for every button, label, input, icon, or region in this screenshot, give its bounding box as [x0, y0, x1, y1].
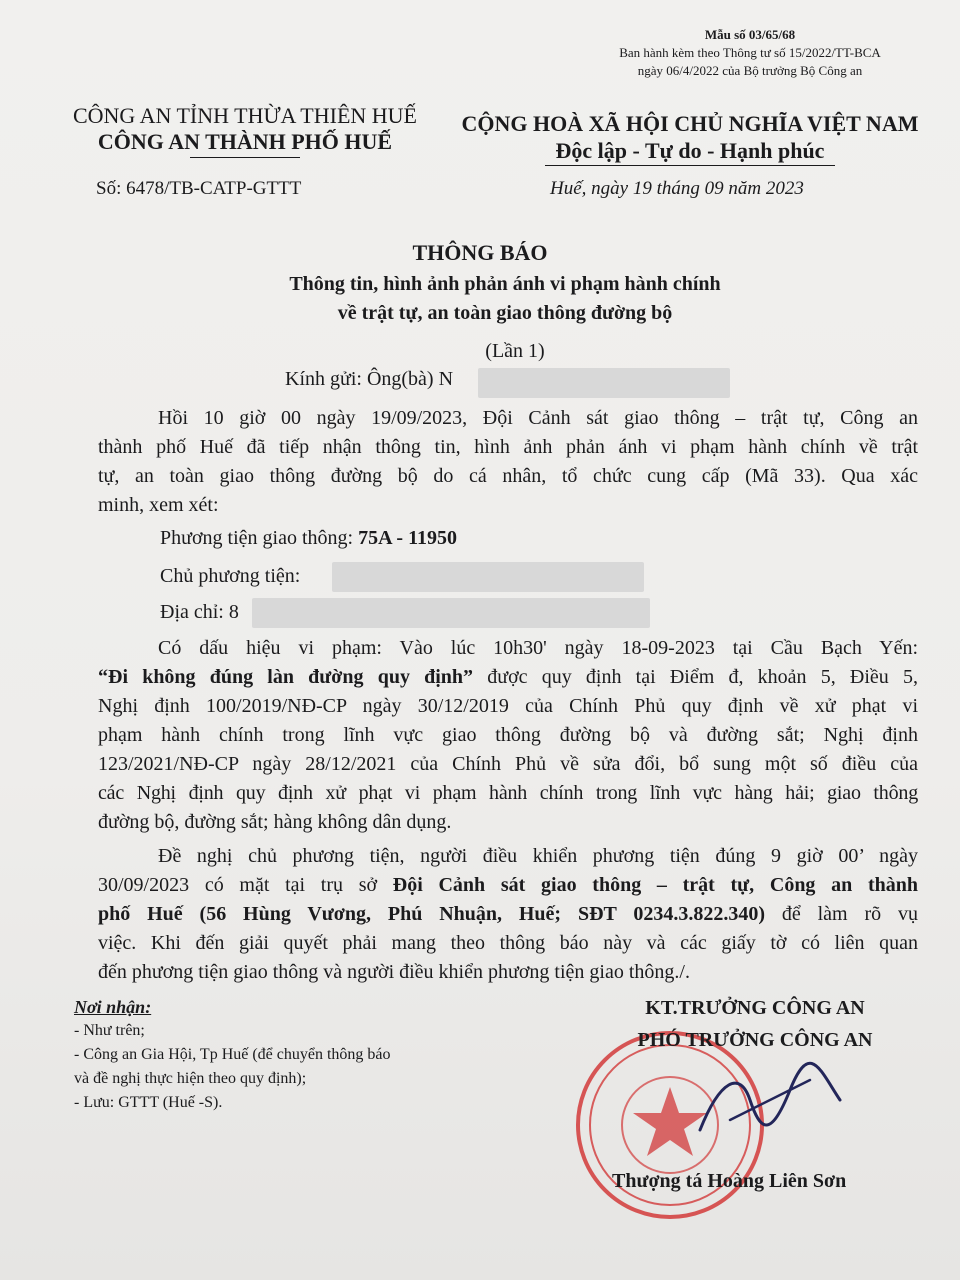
violation-line-2 — [98, 663, 918, 692]
violation-line-5: 123/2021/NĐ-CP ngày 28/12/2021 của Chính Phủ về sửa đổi, bổ sung một số điều của — [98, 753, 918, 775]
greeting: Kính gửi: Ông(bà) N — [285, 368, 454, 390]
document-title: THÔNG BÁO — [412, 240, 548, 265]
intro-line-3: tự, an toàn giao thông đường bộ do cá nhân, tổ chức cung cấp (Mã 33). Qua xác — [98, 465, 918, 487]
recipient-item: - Công an Gia Hội, Tp Huế (để chuyển thông báo — [74, 1046, 391, 1063]
violation-paragraph — [98, 634, 918, 837]
issuing-unit: CÔNG AN THÀNH PHỐ HUẾ — [97, 129, 393, 154]
vehicle-plate: 75A - 11950 — [358, 527, 457, 549]
form-note-line-1: Ban hành kèm theo Thông tư số 15/2022/TT-BCA — [619, 45, 881, 60]
request-line-2-pre: 30/09/2023 có mặt tại trụ sở — [98, 874, 393, 896]
subtitle-line-1: Thông tin, hình ảnh phản ánh vi phạm hành chính — [289, 273, 721, 295]
intro-line-1: Hồi 10 giờ 00 ngày 19/09/2023, Đội Cảnh sát giao thông – trật tự, Công an — [158, 407, 918, 429]
recipient-item: - Lưu: GTTT (Huế -S). — [74, 1094, 223, 1111]
recipients-block — [74, 995, 391, 1115]
violation-line-6: các Nghị định quy định xử phạt vi phạm hành chính trong lĩnh vực hàng hải; giao thông — [98, 782, 918, 804]
request-unit: Đội Cảnh sát giao thông – trật tự, Công an thành — [392, 874, 918, 896]
handwritten-signature — [690, 1060, 850, 1150]
intro-line-4: minh, xem xét: — [98, 494, 219, 516]
motto-underline — [545, 165, 835, 166]
document-number: Số: 6478/TB-CATP-GTTT — [96, 178, 302, 199]
nation-motto: Độc lập - Tự do - Hạnh phúc — [555, 138, 825, 163]
redaction-recipient — [478, 368, 730, 398]
request-line-3-rest: để làm rõ vụ — [765, 903, 918, 925]
document-date: Huế, ngày 19 tháng 09 năm 2023 — [550, 178, 804, 199]
request-paragraph — [98, 842, 918, 987]
request-line-1: Đề nghị chủ phương tiện, người điều khiển phương tiện đúng 9 giờ 00’ ngày — [158, 845, 918, 867]
signature-title-1: KT.TRƯỞNG CÔNG AN — [645, 997, 865, 1019]
signature-title-2: PHÓ TRƯỞNG CÔNG AN — [637, 1029, 873, 1051]
recipient-item: và đề nghị thực hiện theo quy định); — [74, 1070, 307, 1087]
request-line-5: đến phương tiện giao thông và người điều khiển phương tiện giao thông./. — [98, 961, 690, 983]
intro-line-2: thành phố Huế đã tiếp nhận thông tin, hình ảnh phản ánh vi phạm hành chính về trật — [98, 436, 918, 458]
vehicle-line — [160, 524, 457, 553]
nation-name: CỘNG HOÀ XÃ HỘI CHỦ NGHĨA VIỆT NAM — [461, 111, 919, 136]
issuing-organization — [50, 103, 440, 158]
recipients-header: Nơi nhận: — [74, 997, 152, 1017]
request-line-4: việc. Khi đến giải quyết phải mang theo thông báo này và các giấy tờ có liên quan — [98, 932, 918, 954]
form-code: Mẫu số 03/65/68 — [704, 27, 796, 42]
request-line-3 — [98, 900, 918, 929]
request-address: phố Huế (56 Hùng Vương, Phú Nhuận, Huế; SĐT 0234.3.822.340) — [98, 903, 766, 925]
redaction-address — [252, 598, 650, 628]
violation-line-7: đường bộ, đường sắt; hàng không dân dụng. — [98, 811, 452, 833]
recipient-item: - Như trên; — [74, 1022, 145, 1039]
form-note — [590, 26, 910, 80]
national-header — [450, 110, 930, 166]
signature-block — [590, 992, 920, 1056]
form-note-line-2: ngày 06/4/2022 của Bộ trưởng Bộ Công an — [637, 63, 863, 78]
violation-line-1: Có dấu hiệu vi phạm: Vào lúc 10h30' ngày 18-09-2023 tại Cầu Bạch Yến: — [158, 637, 918, 659]
violation-line-2-rest: được quy định tại Điểm đ, khoản 5, Điều 5, — [473, 666, 918, 688]
address-label: Địa chỉ: 8 — [160, 601, 239, 623]
intro-paragraph — [98, 404, 918, 520]
org-underline — [190, 157, 300, 158]
vehicle-label: Phương tiện giao thông: — [160, 527, 359, 549]
violation-type: “Đi không đúng làn đường quy định” — [98, 666, 474, 688]
notice-round: (Lần 1) — [485, 340, 545, 362]
document-subtitle — [0, 270, 960, 328]
signer-name: Thượng tá Hoàng Liên Sơn — [612, 1170, 847, 1192]
parent-organization: CÔNG AN TỈNH THỪA THIÊN HUẾ — [72, 103, 417, 128]
violation-line-4: phạm hành chính trong lĩnh vực giao thông đường bộ và đường sắt; Nghị định — [98, 724, 918, 746]
redaction-owner — [332, 562, 644, 592]
subtitle-line-2: về trật tự, an toàn giao thông đường bộ — [337, 302, 673, 324]
violation-line-3: Nghị định 100/2019/NĐ-CP ngày 30/12/2019 của Chính Phủ quy định về xử phạt vi — [98, 695, 918, 717]
request-line-2 — [98, 871, 918, 900]
owner-label: Chủ phương tiện: — [160, 565, 301, 587]
